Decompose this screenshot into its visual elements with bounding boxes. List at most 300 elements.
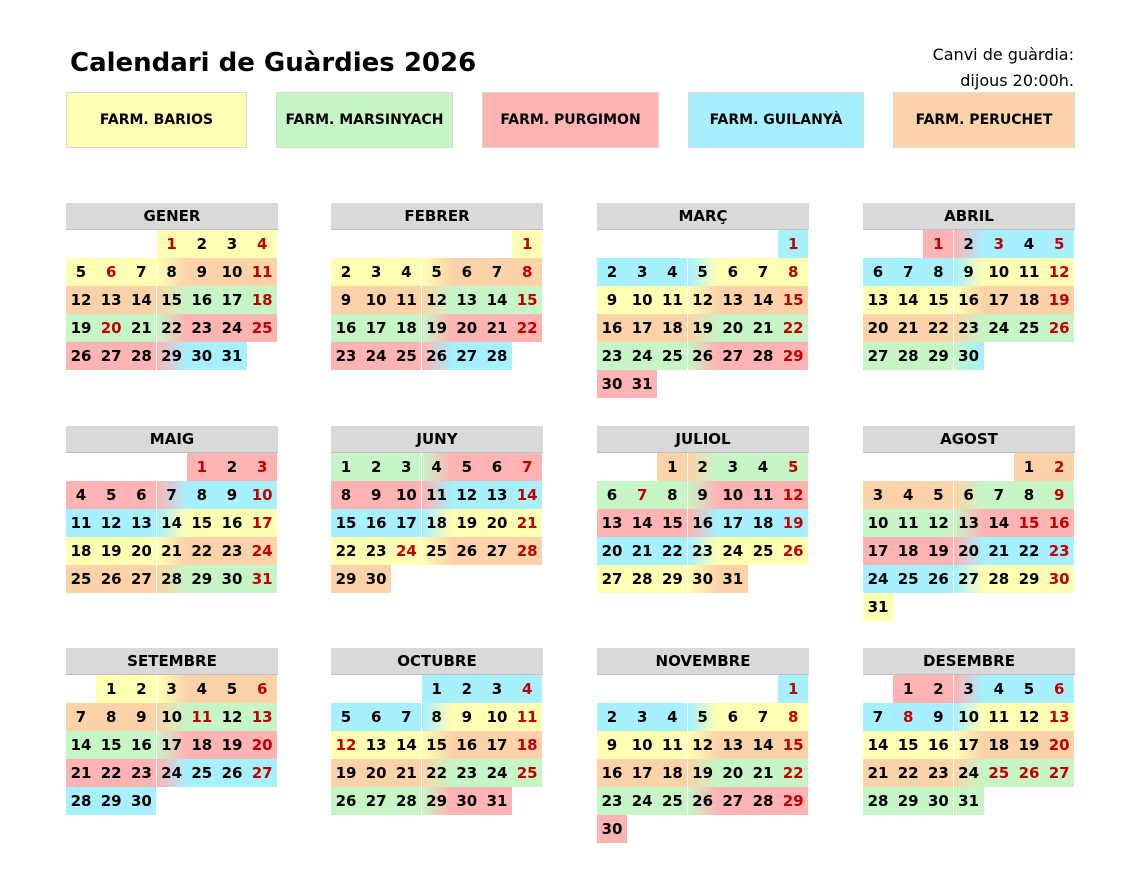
- day-cell: 1: [778, 230, 808, 258]
- day-cell: 11: [187, 703, 217, 731]
- day-cell: 16: [361, 509, 391, 537]
- day-cell: 22: [778, 759, 808, 787]
- day-cell: 5: [422, 258, 452, 286]
- day-cell: 3: [718, 453, 748, 481]
- day-cell: 18: [748, 509, 778, 537]
- day-cell: 3: [157, 675, 187, 703]
- day-cell: 13: [597, 509, 627, 537]
- day-cell: 6: [718, 258, 748, 286]
- day-cell: 2: [217, 453, 247, 481]
- day-cell: 2: [597, 258, 627, 286]
- day-cell: 14: [66, 731, 96, 759]
- day-cell: 21: [391, 759, 421, 787]
- day-cell: 22: [96, 759, 126, 787]
- day-cell: 8: [422, 703, 452, 731]
- day-cell: 17: [863, 537, 893, 565]
- day-cell: 28: [627, 565, 657, 593]
- day-cell: 16: [452, 731, 482, 759]
- day-cell: 28: [482, 342, 512, 370]
- day-cell: 20: [718, 314, 748, 342]
- day-cell: 24: [482, 759, 512, 787]
- day-cell: 1: [657, 453, 687, 481]
- day-cell: 29: [187, 565, 217, 593]
- day-cell: 22: [512, 314, 542, 342]
- day-cell: 23: [597, 342, 627, 370]
- day-cell: 31: [247, 565, 277, 593]
- day-cell: 1: [157, 230, 187, 258]
- day-cell: 13: [452, 286, 482, 314]
- day-cell: 2: [331, 258, 361, 286]
- day-cell: 6: [361, 703, 391, 731]
- day-cell: 7: [748, 258, 778, 286]
- day-cell: 16: [954, 286, 984, 314]
- day-cell: 29: [422, 787, 452, 815]
- day-cell: 10: [157, 703, 187, 731]
- day-cell: 17: [361, 314, 391, 342]
- day-cell: 18: [187, 731, 217, 759]
- day-cell: 10: [863, 509, 893, 537]
- day-cell: 26: [452, 537, 482, 565]
- day-cell: 22: [331, 537, 361, 565]
- day-cell: 11: [748, 481, 778, 509]
- day-cell: 2: [361, 453, 391, 481]
- day-cell: 13: [1044, 703, 1074, 731]
- legend-farm-purgimon: FARM. PURGIMON: [482, 92, 659, 148]
- day-cell: 16: [1044, 509, 1074, 537]
- day-cell: 2: [1044, 453, 1074, 481]
- day-cell: 4: [893, 481, 923, 509]
- day-cell: 3: [391, 453, 421, 481]
- day-cell: 18: [422, 509, 452, 537]
- day-cell: 18: [1014, 286, 1044, 314]
- month-header: AGOST: [863, 426, 1075, 453]
- day-cell: 12: [452, 481, 482, 509]
- legend-farm-barios: FARM. BARIOS: [66, 92, 247, 148]
- day-cell: 11: [391, 286, 421, 314]
- day-cell: 8: [187, 481, 217, 509]
- day-cell: 8: [512, 258, 542, 286]
- day-cell: 26: [688, 787, 718, 815]
- day-cell: 8: [923, 258, 953, 286]
- day-cell: 23: [187, 314, 217, 342]
- month-maig: [66, 426, 278, 588]
- day-cell: 14: [748, 731, 778, 759]
- day-cell: 26: [331, 787, 361, 815]
- day-cell: 4: [512, 675, 542, 703]
- day-cell: 24: [718, 537, 748, 565]
- day-cell: 10: [718, 481, 748, 509]
- day-cell: 11: [512, 703, 542, 731]
- day-cell: 15: [923, 286, 953, 314]
- day-cell: 25: [66, 565, 96, 593]
- day-cell: 19: [331, 759, 361, 787]
- day-cell: 3: [361, 258, 391, 286]
- month-octubre: [331, 648, 543, 810]
- day-cell: 25: [512, 759, 542, 787]
- day-cell: 20: [863, 314, 893, 342]
- day-cell: 17: [718, 509, 748, 537]
- day-cell: 5: [331, 703, 361, 731]
- day-cell: 19: [422, 314, 452, 342]
- day-cell: 9: [331, 286, 361, 314]
- day-cell: 5: [96, 481, 126, 509]
- day-cell: 30: [597, 815, 627, 843]
- day-cell: 12: [688, 731, 718, 759]
- day-cell: 2: [923, 675, 953, 703]
- day-cell: 17: [627, 759, 657, 787]
- day-cell: 16: [688, 509, 718, 537]
- day-cell: 23: [217, 537, 247, 565]
- day-cell: 18: [512, 731, 542, 759]
- day-cell: 6: [96, 258, 126, 286]
- day-cell: 27: [247, 759, 277, 787]
- day-cell: 1: [96, 675, 126, 703]
- day-cell: 17: [954, 731, 984, 759]
- day-cell: 19: [1014, 731, 1044, 759]
- day-cell: 16: [187, 286, 217, 314]
- month-setembre: [66, 648, 278, 810]
- day-cell: 11: [1014, 258, 1044, 286]
- day-cell: 14: [126, 286, 156, 314]
- day-cell: 6: [718, 703, 748, 731]
- month-header: JULIOL: [597, 426, 809, 453]
- day-cell: 12: [923, 509, 953, 537]
- day-cell: 15: [512, 286, 542, 314]
- month-header: ABRIL: [863, 203, 1075, 230]
- day-cell: 11: [893, 509, 923, 537]
- day-cell: 21: [893, 314, 923, 342]
- day-cell: 17: [157, 731, 187, 759]
- day-cell: 30: [361, 565, 391, 593]
- day-cell: 7: [66, 703, 96, 731]
- day-cell: 23: [452, 759, 482, 787]
- day-cell: 8: [778, 258, 808, 286]
- day-cell: 31: [627, 370, 657, 398]
- day-cell: 7: [748, 703, 778, 731]
- day-cell: 22: [923, 314, 953, 342]
- day-cell: 5: [452, 453, 482, 481]
- day-cell: 18: [657, 314, 687, 342]
- day-cell: 21: [863, 759, 893, 787]
- day-cell: 2: [452, 675, 482, 703]
- day-cell: 5: [1044, 230, 1074, 258]
- shift-change-note: [933, 42, 1074, 94]
- month-header: OCTUBRE: [331, 648, 543, 675]
- day-cell: 4: [984, 675, 1014, 703]
- day-cell: 29: [657, 565, 687, 593]
- day-cell: 15: [893, 731, 923, 759]
- day-cell: 3: [482, 675, 512, 703]
- pharmacy-legend: [0, 92, 1140, 150]
- day-cell: 5: [778, 453, 808, 481]
- day-cell: 29: [157, 342, 187, 370]
- month-febrer: [331, 203, 543, 365]
- shift-change-note-line2: dijous 20:00h.: [960, 71, 1074, 90]
- day-cell: 14: [627, 509, 657, 537]
- day-cell: 21: [627, 537, 657, 565]
- day-cell: 19: [778, 509, 808, 537]
- day-cell: 15: [187, 509, 217, 537]
- day-cell: 8: [893, 703, 923, 731]
- day-cell: 13: [718, 286, 748, 314]
- day-cell: 11: [657, 731, 687, 759]
- day-cell: 4: [748, 453, 778, 481]
- day-cell: 13: [361, 731, 391, 759]
- day-cell: 2: [187, 230, 217, 258]
- day-cell: 7: [863, 703, 893, 731]
- day-cell: 9: [217, 481, 247, 509]
- day-cell: 26: [66, 342, 96, 370]
- day-cell: 24: [157, 759, 187, 787]
- day-cell: 1: [923, 230, 953, 258]
- day-cell: 15: [331, 509, 361, 537]
- month-juny: [331, 426, 543, 588]
- day-cell: 23: [954, 314, 984, 342]
- day-cell: 13: [954, 509, 984, 537]
- day-cell: 26: [217, 759, 247, 787]
- day-cell: 12: [1044, 258, 1074, 286]
- day-cell: 23: [923, 759, 953, 787]
- day-cell: 25: [984, 759, 1014, 787]
- day-cell: 14: [863, 731, 893, 759]
- day-cell: 9: [187, 258, 217, 286]
- day-cell: 12: [96, 509, 126, 537]
- day-cell: 7: [627, 481, 657, 509]
- day-cell: 7: [126, 258, 156, 286]
- day-cell: 23: [688, 537, 718, 565]
- day-cell: 28: [66, 787, 96, 815]
- day-cell: 2: [688, 453, 718, 481]
- day-cell: 20: [954, 537, 984, 565]
- day-cell: 15: [778, 286, 808, 314]
- day-cell: 20: [247, 731, 277, 759]
- day-cell: 3: [627, 703, 657, 731]
- day-cell: 26: [688, 342, 718, 370]
- day-cell: 5: [217, 675, 247, 703]
- day-cell: 19: [688, 314, 718, 342]
- day-cell: 30: [1044, 565, 1074, 593]
- day-cell: 28: [748, 342, 778, 370]
- day-cell: 26: [1014, 759, 1044, 787]
- day-cell: 9: [923, 703, 953, 731]
- day-cell: 4: [66, 481, 96, 509]
- day-cell: 13: [718, 731, 748, 759]
- day-cell: 3: [627, 258, 657, 286]
- day-cell: 24: [984, 314, 1014, 342]
- day-cell: 19: [66, 314, 96, 342]
- day-cell: 14: [984, 509, 1014, 537]
- day-cell: 7: [984, 481, 1014, 509]
- day-cell: 23: [126, 759, 156, 787]
- day-cell: 21: [66, 759, 96, 787]
- day-cell: 28: [748, 787, 778, 815]
- day-cell: 10: [361, 286, 391, 314]
- day-cell: 14: [893, 286, 923, 314]
- day-cell: 5: [688, 258, 718, 286]
- day-cell: 22: [422, 759, 452, 787]
- day-cell: 9: [954, 258, 984, 286]
- day-cell: 23: [597, 787, 627, 815]
- day-cell: 6: [247, 675, 277, 703]
- day-cell: 7: [512, 453, 542, 481]
- day-cell: 3: [863, 481, 893, 509]
- day-cell: 18: [391, 314, 421, 342]
- day-cell: 9: [597, 286, 627, 314]
- day-cell: 1: [331, 453, 361, 481]
- month-header: GENER: [66, 203, 278, 230]
- day-cell: 8: [331, 481, 361, 509]
- day-cell: 15: [778, 731, 808, 759]
- month-novembre: [597, 648, 809, 838]
- day-cell: 30: [688, 565, 718, 593]
- day-cell: 28: [391, 787, 421, 815]
- day-cell: 21: [126, 314, 156, 342]
- day-cell: 24: [391, 537, 421, 565]
- day-cell: 4: [247, 230, 277, 258]
- day-cell: 19: [923, 537, 953, 565]
- day-cell: 9: [597, 731, 627, 759]
- day-cell: 16: [597, 759, 627, 787]
- day-cell: 21: [482, 314, 512, 342]
- month-header: JUNY: [331, 426, 543, 453]
- day-cell: 8: [157, 258, 187, 286]
- day-cell: 24: [361, 342, 391, 370]
- day-cell: 25: [748, 537, 778, 565]
- day-cell: 14: [512, 481, 542, 509]
- day-cell: 18: [247, 286, 277, 314]
- day-cell: 12: [217, 703, 247, 731]
- day-cell: 6: [126, 481, 156, 509]
- day-cell: 10: [217, 258, 247, 286]
- day-cell: 2: [954, 230, 984, 258]
- day-cell: 12: [778, 481, 808, 509]
- day-cell: 27: [1044, 759, 1074, 787]
- day-cell: 31: [863, 593, 893, 621]
- day-cell: 25: [422, 537, 452, 565]
- day-cell: 24: [627, 787, 657, 815]
- day-cell: 28: [893, 342, 923, 370]
- day-cell: 18: [66, 537, 96, 565]
- day-cell: 25: [893, 565, 923, 593]
- day-cell: 19: [217, 731, 247, 759]
- month-març: [597, 203, 809, 393]
- day-cell: 13: [96, 286, 126, 314]
- day-cell: 6: [452, 258, 482, 286]
- month-header: MAIG: [66, 426, 278, 453]
- legend-farm-marsinyach: FARM. MARSINYACH: [276, 92, 453, 148]
- day-cell: 28: [984, 565, 1014, 593]
- day-cell: 1: [512, 230, 542, 258]
- day-cell: 7: [482, 258, 512, 286]
- month-abril: [863, 203, 1075, 365]
- day-cell: 11: [984, 703, 1014, 731]
- day-cell: 24: [217, 314, 247, 342]
- day-cell: 15: [96, 731, 126, 759]
- day-cell: 28: [863, 787, 893, 815]
- day-cell: 24: [954, 759, 984, 787]
- day-cell: 27: [597, 565, 627, 593]
- day-cell: 8: [657, 481, 687, 509]
- day-cell: 22: [778, 314, 808, 342]
- day-cell: 25: [187, 759, 217, 787]
- day-cell: 14: [157, 509, 187, 537]
- day-cell: 11: [657, 286, 687, 314]
- day-cell: 20: [597, 537, 627, 565]
- day-cell: 27: [718, 787, 748, 815]
- day-cell: 19: [452, 509, 482, 537]
- day-cell: 18: [893, 537, 923, 565]
- day-cell: 3: [954, 675, 984, 703]
- day-cell: 26: [422, 342, 452, 370]
- day-cell: 29: [778, 787, 808, 815]
- day-cell: 31: [954, 787, 984, 815]
- day-cell: 10: [954, 703, 984, 731]
- day-cell: 20: [126, 537, 156, 565]
- day-cell: 5: [1014, 675, 1044, 703]
- day-cell: 6: [1044, 675, 1074, 703]
- day-cell: 10: [984, 258, 1014, 286]
- day-cell: 4: [422, 453, 452, 481]
- day-cell: 14: [391, 731, 421, 759]
- day-cell: 30: [923, 787, 953, 815]
- day-cell: 17: [391, 509, 421, 537]
- day-cell: 2: [597, 703, 627, 731]
- day-cell: 26: [923, 565, 953, 593]
- day-cell: 14: [748, 286, 778, 314]
- day-cell: 27: [361, 787, 391, 815]
- day-cell: 4: [187, 675, 217, 703]
- day-cell: 27: [954, 565, 984, 593]
- day-cell: 3: [217, 230, 247, 258]
- day-cell: 31: [217, 342, 247, 370]
- legend-farm-peruchet: FARM. PERUCHET: [893, 92, 1075, 148]
- day-cell: 28: [157, 565, 187, 593]
- day-cell: 15: [657, 509, 687, 537]
- day-cell: 4: [391, 258, 421, 286]
- day-cell: 22: [187, 537, 217, 565]
- day-cell: 21: [157, 537, 187, 565]
- month-header: DESEMBRE: [863, 648, 1075, 675]
- day-cell: 28: [512, 537, 542, 565]
- day-cell: 12: [1014, 703, 1044, 731]
- day-cell: 12: [66, 286, 96, 314]
- day-cell: 23: [331, 342, 361, 370]
- day-cell: 25: [657, 787, 687, 815]
- page-title: Calendari de Guàrdies 2026: [70, 48, 477, 78]
- day-cell: 5: [66, 258, 96, 286]
- day-cell: 17: [247, 509, 277, 537]
- day-cell: 1: [778, 675, 808, 703]
- day-cell: 19: [1044, 286, 1074, 314]
- day-cell: 22: [893, 759, 923, 787]
- day-cell: 8: [1014, 481, 1044, 509]
- day-cell: 9: [688, 481, 718, 509]
- month-desembre: [863, 648, 1075, 810]
- day-cell: 29: [1014, 565, 1044, 593]
- day-cell: 22: [1014, 537, 1044, 565]
- day-cell: 5: [923, 481, 953, 509]
- day-cell: 30: [954, 342, 984, 370]
- month-header: MARÇ: [597, 203, 809, 230]
- day-cell: 16: [217, 509, 247, 537]
- day-cell: 15: [157, 286, 187, 314]
- day-cell: 23: [361, 537, 391, 565]
- day-cell: 11: [422, 481, 452, 509]
- day-cell: 3: [247, 453, 277, 481]
- day-cell: 8: [778, 703, 808, 731]
- day-cell: 25: [391, 342, 421, 370]
- day-cell: 7: [893, 258, 923, 286]
